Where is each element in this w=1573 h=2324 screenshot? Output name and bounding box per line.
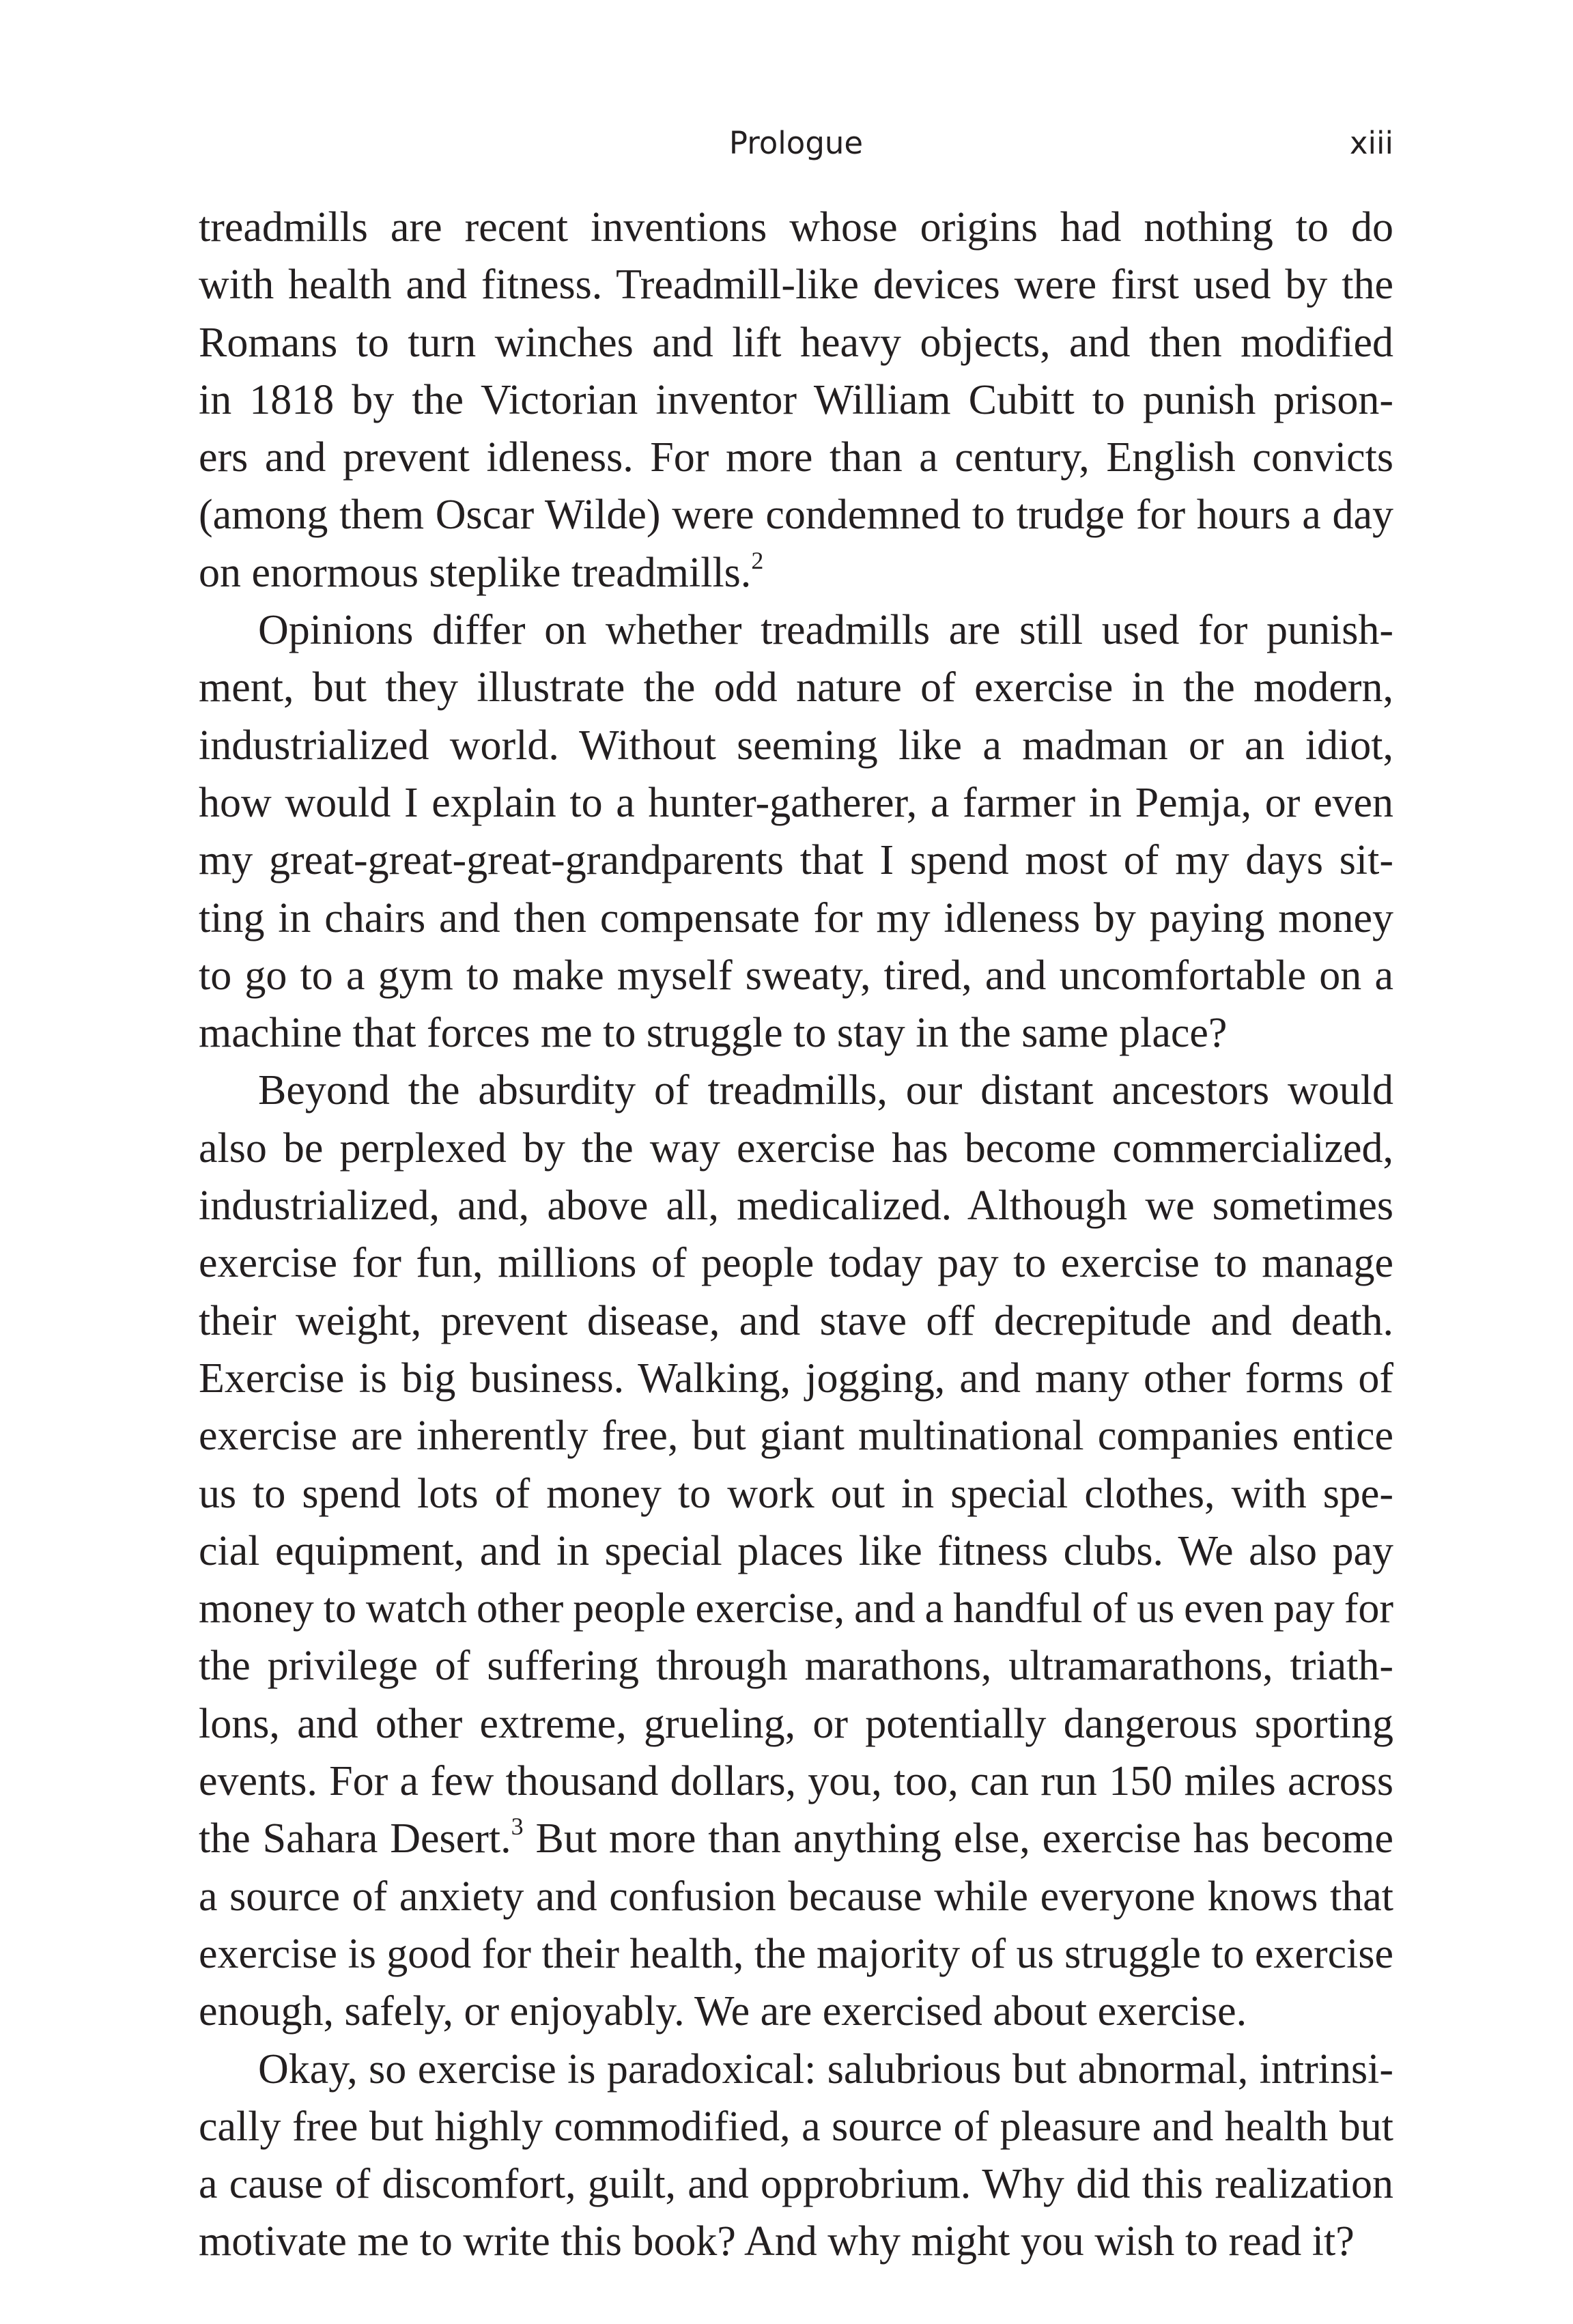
- text-line: lons, and other extreme, grueling, or potentially dangerous sporting: [199, 1700, 1393, 1747]
- text-line: industrialized, and, above all, medicalized. Although we sometimes: [199, 1182, 1393, 1230]
- text-line-last: motivate me to write this book? And why might you wish to read it?: [199, 2218, 1355, 2265]
- text-line: a cause of discomfort, guilt, and opprobrium. Why did this realization: [199, 2161, 1393, 2208]
- text-line-last: enough, safely, or enjoyably. We are exercised about exercise.: [199, 1988, 1247, 2035]
- paragraph-4: [199, 2041, 1393, 2271]
- text-line: their weight, prevent disease, and stave off decrepitude and death.: [199, 1297, 1393, 1344]
- text-line: Opinions differ on whether treadmills are still used for punish-: [258, 607, 1393, 654]
- text-line: a source of anxiety and confusion because while everyone knows that: [199, 1873, 1393, 1920]
- text-line: events. For a few thousand dollars, you, too, can run 150 miles across: [199, 1758, 1393, 1805]
- text-line: to go to a gym to make myself sweaty, tired, and uncomfortable on a: [199, 952, 1393, 999]
- text-line: exercise are inherently free, but giant multinational companies entice: [199, 1413, 1393, 1460]
- text-line: (among them Oscar Wilde) were condemned to trudge for hours a day: [199, 492, 1393, 539]
- text-line: ers and prevent idleness. For more than a century, English convicts: [199, 434, 1393, 481]
- text-line: Exercise is big business. Walking, jogging, and many other forms of: [199, 1355, 1393, 1402]
- text-line: exercise for fun, millions of people today pay to exercise to manage: [199, 1240, 1393, 1287]
- text-line: ting in chairs and then compensate for my idleness by paying money: [199, 894, 1393, 941]
- text-line: ment, but they illustrate the odd nature of exercise in the modern,: [199, 664, 1393, 711]
- footnote-reference: 3: [511, 1813, 524, 1841]
- page-number: xiii: [1349, 125, 1393, 161]
- text-line: also be perplexed by the way exercise has become commercialized,: [199, 1124, 1393, 1172]
- text-line: cally free but highly commodified, a source of pleasure and health but: [199, 2103, 1393, 2150]
- text-line: Okay, so exercise is paradoxical: salubrious but abnormal, intrinsi-: [258, 2045, 1393, 2093]
- text-line-with-note: [199, 1810, 1393, 1867]
- text-line: Beyond the absurdity of treadmills, our distant ancestors would: [258, 1067, 1393, 1114]
- text-line: treadmills are recent inventions whose origins had nothing to do: [199, 204, 1393, 251]
- body-text: [199, 199, 1393, 2271]
- text-line-content: on enormous steplike treadmills.: [199, 549, 752, 596]
- paragraph-3: [199, 1062, 1393, 2040]
- text-line-last: [199, 544, 1393, 601]
- paragraph-1: [199, 199, 1393, 601]
- text-line-last: machine that forces me to struggle to stay in the same place?: [199, 1010, 1228, 1057]
- text-line: cial equipment, and in special places like fitness clubs. We also pay: [199, 1527, 1393, 1574]
- text-line: Romans to turn winches and lift heavy objects, and then modified: [199, 319, 1393, 366]
- text-line-content: But more than anything else, exercise has become: [523, 1815, 1393, 1862]
- text-line: exercise is good for their health, the majority of us struggle to exercise: [199, 1930, 1393, 1977]
- text-line: how would I explain to a hunter-gatherer, a farmer in Pemja, or even: [199, 779, 1393, 826]
- text-line: money to watch other people exercise, and a handful of us even pay for: [199, 1585, 1393, 1632]
- running-title: Prologue: [728, 125, 864, 161]
- text-line-content: the Sahara Desert.: [199, 1815, 511, 1862]
- text-line: the privilege of suffering through marathons, ultramarathons, triath-: [199, 1643, 1393, 1690]
- paragraph-2: [199, 601, 1393, 1062]
- text-line: industrialized world. Without seeming like a madman or an idiot,: [199, 722, 1393, 769]
- running-head: [199, 119, 1393, 167]
- text-line: in 1818 by the Victorian inventor William Cubitt to punish prison-: [199, 376, 1393, 423]
- text-line: with health and fitness. Treadmill-like devices were first used by the: [199, 261, 1393, 309]
- text-line: my great-great-great-grandparents that I spend most of my days sit-: [199, 837, 1393, 884]
- text-line: us to spend lots of money to work out in special clothes, with spe-: [199, 1470, 1393, 1517]
- footnote-reference: 2: [751, 546, 764, 574]
